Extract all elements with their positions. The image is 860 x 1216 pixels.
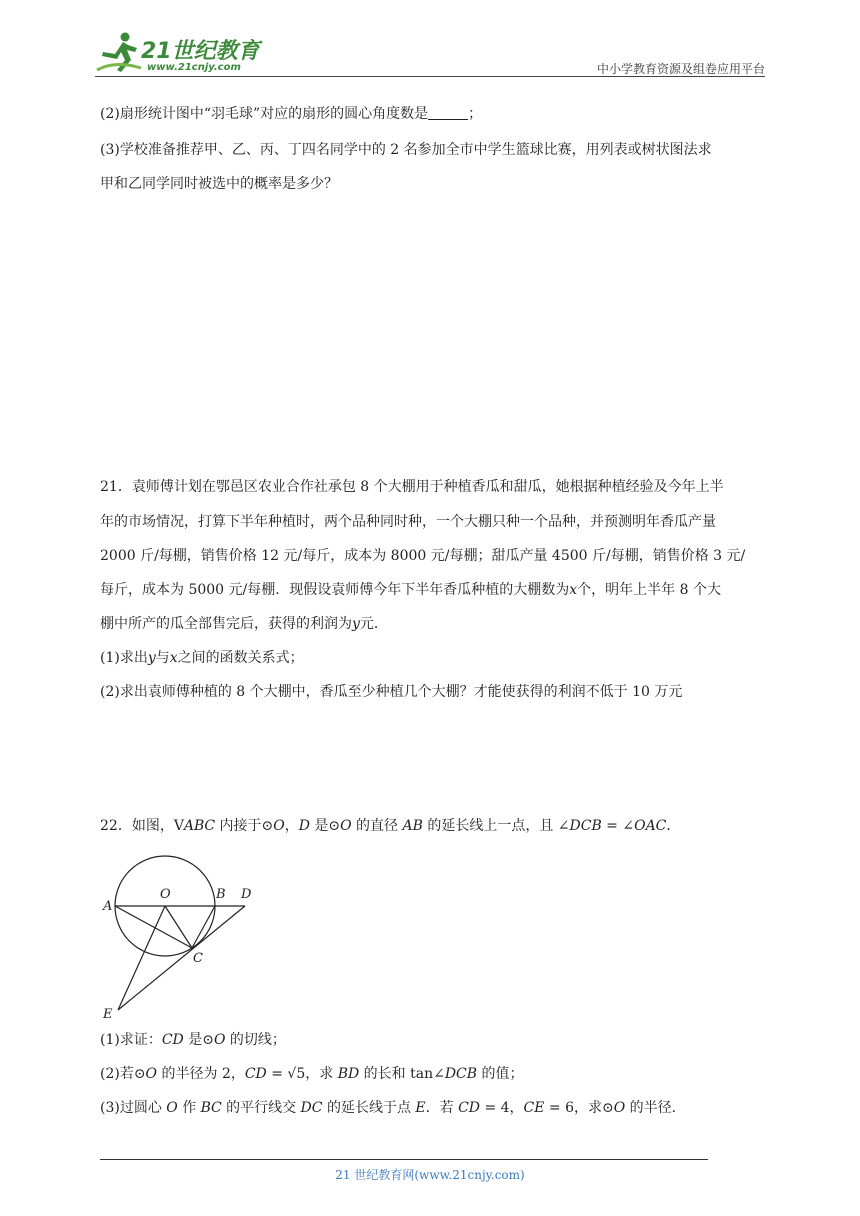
line-ac: [115, 906, 192, 948]
q22-part3: (3)过圆心 𝑂 作 𝐵𝐶 的平行线交 𝐷𝐶 的延长线于点 𝐸．若 𝐶𝐷 = 4，𝐶𝐸 = 6，求⊙𝑂 的半径．: [100, 1100, 686, 1116]
q22-part2: (2)若⊙𝑂 的半径为 2，𝐶𝐷 = √5，求 𝐵𝐷 的长和 tan∠𝐷𝐶𝐵 的值；: [100, 1066, 524, 1082]
label-e: E: [103, 1007, 113, 1020]
answer-blank: [428, 105, 468, 120]
q21-line2: 年的市场情况，打算下半年种植时，两个品种同时种，一个大棚只种一个品种，并预测明年香瓜产量: [100, 514, 716, 530]
q21-part1: (1)求出y与x之间的函数关系式；: [100, 650, 304, 666]
logo-text: 21世纪教育: [141, 39, 260, 64]
q21-line4: 每斤，成本为 5000 元/每棚．现假设袁师傅今年下半年香瓜种植的大棚数为x个，明年上半年 8 个大: [100, 582, 721, 598]
label-d: D: [241, 887, 252, 902]
q21-line1: 21．袁师傅计划在鄂邑区农业合作社承包 8 个大棚用于种植香瓜和甜瓜，她根据种植经验及今年上半: [100, 479, 724, 495]
header-divider: [95, 76, 765, 77]
header-platform-text: 中小学教育资源及组卷应用平台: [596, 62, 765, 76]
q20-part2: (2)扇形统计图中“羽毛球”对应的扇形的圆心角度数是 ；: [100, 106, 483, 122]
site-logo: [95, 30, 265, 78]
q22-stem: 22．如图，V𝐴𝐵𝐶 内接于⊙𝑂，𝐷 是⊙𝑂 的直径 𝐴𝐵 的延长线上一点，且 ∠𝐷𝐶𝐵 = ∠𝑂𝐴𝐶．: [100, 818, 681, 834]
q21-line5: 棚中所产的瓜全部售完后，获得的利润为y元．: [100, 616, 388, 632]
line-bc: [192, 906, 215, 948]
q21-part2: (2)求出袁师傅种植的 8 个大棚中，香瓜至少种植几个大棚？才能使获得的利润不低于 10 万元: [100, 684, 683, 700]
label-b: B: [216, 887, 226, 902]
q20-part3-line2: 甲和乙同学同时被选中的概率是多少？: [100, 176, 338, 192]
line-oe: [118, 906, 165, 1010]
line-de: [118, 906, 245, 1010]
page-header: [95, 30, 765, 78]
footer-text: 21 世纪教育网(www.21cnjy.com): [335, 1168, 525, 1182]
label-c: C: [193, 951, 203, 966]
geometry-figure: [100, 838, 260, 1020]
label-o: O: [160, 887, 171, 902]
q22-part1: (1)求证：𝐶𝐷 是⊙𝑂 的切线；: [100, 1032, 286, 1048]
circle-tangent-diagram: [100, 838, 260, 1020]
q21-line3: 2000 斤/每棚，销售价格 12 元/每斤，成本为 8000 元/每棚；甜瓜产量 4500 斤/每棚，销售价格 3 元/: [100, 548, 746, 564]
label-a: A: [103, 899, 113, 914]
logo-url: www.21cnjy.com: [147, 62, 241, 73]
line-oc: [165, 906, 192, 948]
footer-divider: [100, 1159, 708, 1160]
q20-part3-line1: (3)学校准备推荐甲、乙、丙、丁四名同学中的 2 名参加全市中学生篮球比赛，用列表或树状图法求: [100, 142, 712, 158]
runner-logo-icon: [95, 30, 143, 74]
